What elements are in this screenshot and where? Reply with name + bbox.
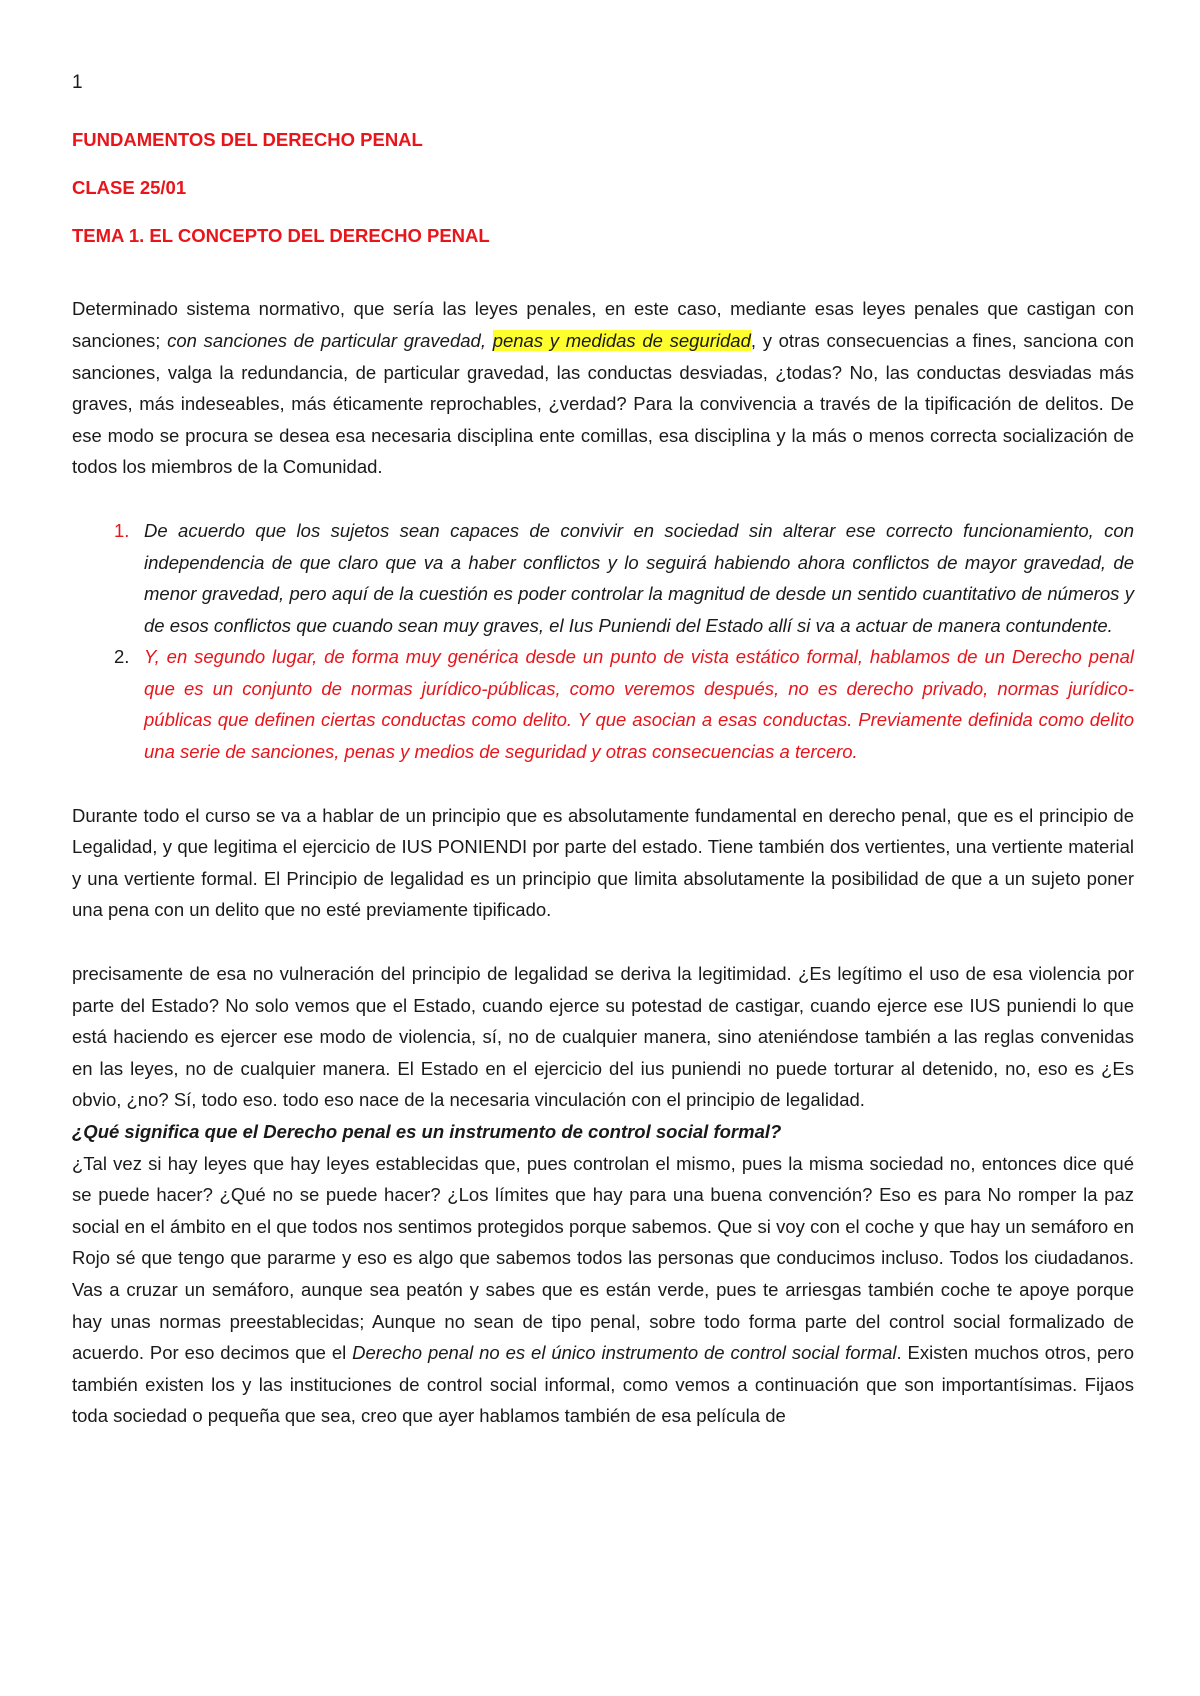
numbered-list xyxy=(72,515,1134,768)
topic-title: TEMA 1. EL CONCEPTO DEL DERECHO PENAL xyxy=(72,225,490,247)
page-number: 1 xyxy=(72,72,83,93)
course-title: FUNDAMENTOS DEL DERECHO PENAL xyxy=(72,128,423,150)
list-item-text: Y, en segundo lugar, de forma muy genérica desde un punto de vista estático formal, hablamos de un Derecho penal que es un conjunto de normas jurídico-públicas, como veremos después, no es derecho privado, normas jurídico-públicas que definen ciertas conductas como delito. Y que asocian a esas conductas. Previamente definida como delito una serie de sanciones, penas y medios de seguridad y otras consecuencias a tercero. xyxy=(144,646,1134,763)
legality-paragraph: Durante todo el curso se va a hablar de un principio que es absolutamente fundamental en derecho penal, que es el principio de Legalidad, y que legitima el ejercicio de IUS PONIENDI por parte del estado. Tiene también dos vertientes, una vertiente material y una vertiente formal. El Principio de legalidad es un principio que limita absolutamente la posibilidad de que a un sujeto poner una pena con un delito que no esté previamente tipificado. xyxy=(72,804,1134,921)
answer-paragraph xyxy=(72,1148,1134,1432)
list-item xyxy=(114,515,1134,641)
intro-paragraph xyxy=(72,293,1134,483)
answer-text-italic: Derecho penal no es el único instrumento de control social formal xyxy=(352,1342,897,1364)
highlighted-phrase: penas y medidas de seguridad xyxy=(492,329,751,351)
section-question: ¿Qué significa que el Derecho penal es un instrumento de control social formal? xyxy=(72,1121,782,1143)
intro-text-italic: con sanciones de particular gravedad, xyxy=(167,329,493,351)
class-date: CLASE 25/01 xyxy=(72,176,187,198)
list-item-number: 1. xyxy=(114,519,130,541)
answer-text-2: . Existen muchos otros, pero también existen los y las instituciones de control social informal, como vemos a continuación que son importantísimas. Fijaos toda sociedad o pequeña que sea, creo que ayer hablamos también de esa película de xyxy=(72,1342,1134,1427)
legitimacy-paragraph: precisamente de esa no vulneración del principio de legalidad se deriva la legitimidad. ¿Es legítimo el uso de esa violencia por parte del Estado? No solo vemos que el Estado, cuando ejerce su potestad de castigar, cuando ejerce ese IUS puniendi lo que está haciendo es ejercer ese modo de violencia, sí, no de cualquier manera, sino ateniéndose también a las reglas convenidas en las leyes, no de cualquier manera. El Estado en el ejercicio del ius puniendi no puede torturar al detenido, no, eso es ¿Es obvio, ¿no? Sí, todo eso. todo eso nace de la necesaria vinculación con el principio de legalidad. xyxy=(72,963,1134,1111)
list-item-number: 2. xyxy=(114,646,130,668)
intro-text-2: , y otras consecuencias a fines, sanciona con sanciones, valga la redundancia, de particular gravedad, las conductas desviadas, ¿todas? No, las conductas desviadas más graves, más indeseables, más éticamente reprochables, ¿verdad? Para la convivencia a través de la tipificación de delitos. De ese modo se procura se desea esa necesaria disciplina ente comillas, esa disciplina y la más o menos correcta socialización de todos los miembros de la Comunidad. xyxy=(72,329,1134,478)
list-item xyxy=(114,641,1134,767)
answer-text-1: ¿Tal vez si hay leyes que hay leyes establecidas que, pues controlan el mismo, pues la misma sociedad no, entonces dice qué se puede hacer? ¿Qué no se puede hacer? ¿Los límites que hay para una buena convención? Eso es para No romper la paz social en el ámbito en el que todos nos sentimos protegidos porque sabemos. Que si voy con el coche y que hay un semáforo en Rojo sé que tengo que pararme y eso es algo que sabemos todos las personas que conducimos incluso. Todos los ciudadanos. Vas a cruzar un semáforo, aunque sea peatón y sabes que es están verde, pues te arriesgas también coche te apoye porque hay unas normas preestablecidas; Aunque no sean de tipo penal, sobre todo forma parte del control social formalizado de acuerdo. Por eso decimos que el xyxy=(72,1152,1134,1364)
intro-text-1: Determinado sistema normativo, que sería las leyes penales, en este caso, mediante esas leyes penales que castigan con sanciones; xyxy=(72,298,1134,351)
list-item-text: De acuerdo que los sujetos sean capaces de convivir en sociedad sin alterar ese correcto funcionamiento, con independencia de que claro que va a haber conflictos y lo seguirá habiendo ahora conflictos de mayor gravedad, de menor gravedad, pero aquí de la cuestión es poder controlar la magnitud de desde un sentido cuantitativo de números y de esos conflictos que cuando sean muy graves, el Ius Puniendi del Estado allí si va a actuar de manera contundente. xyxy=(144,519,1134,636)
